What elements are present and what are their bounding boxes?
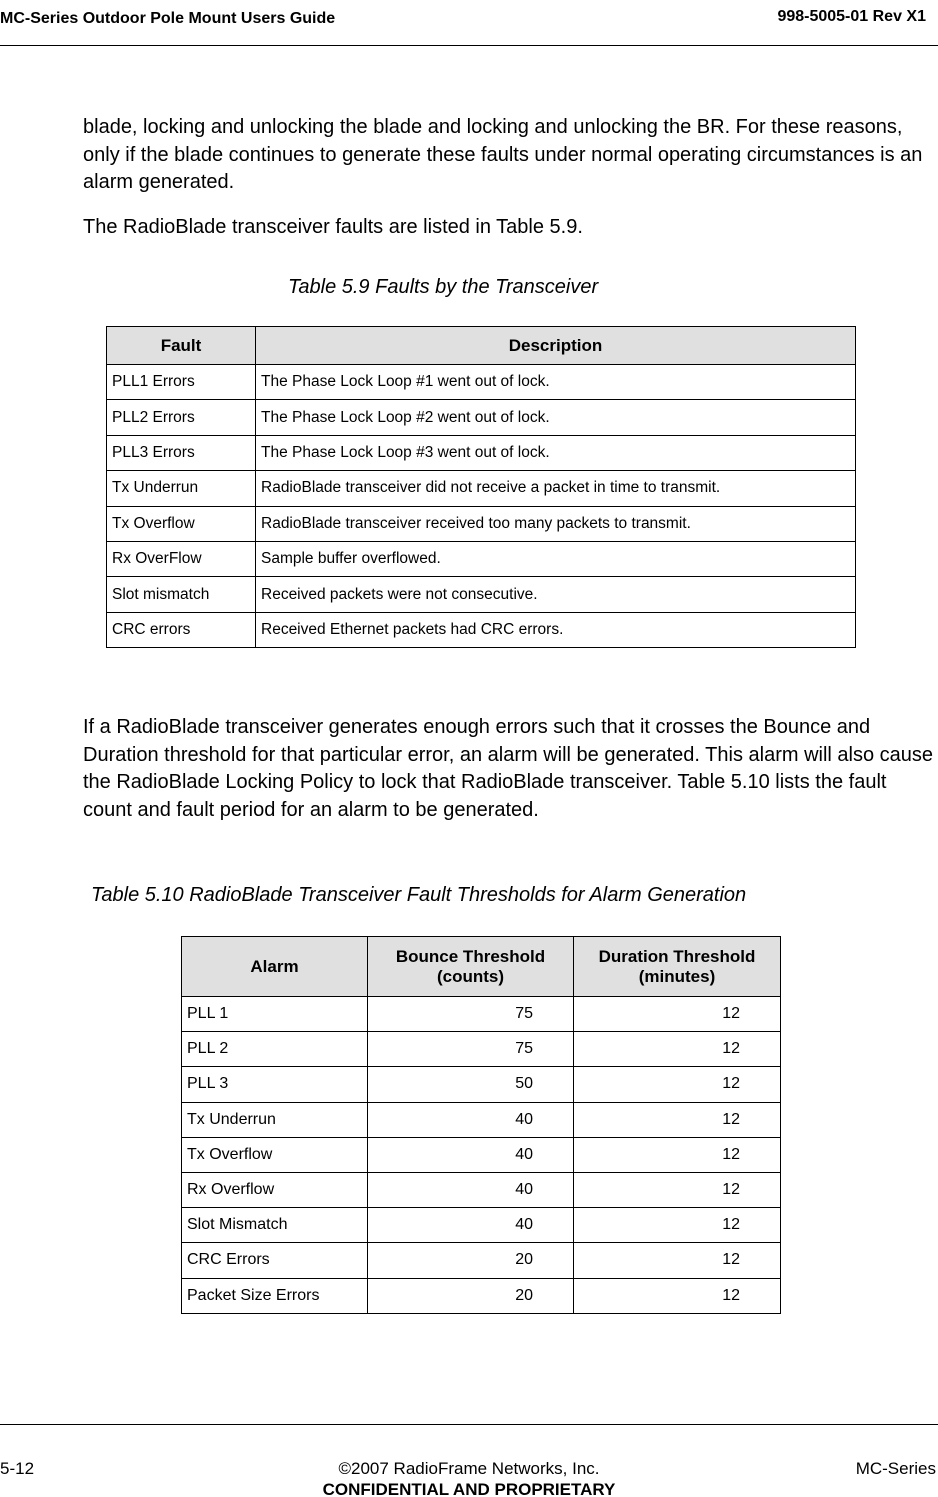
table-cell: Received packets were not consecutive. bbox=[256, 577, 856, 612]
table-row bbox=[107, 612, 856, 647]
table-cell: Slot Mismatch bbox=[182, 1208, 368, 1243]
table-cell: Sample buffer overflowed. bbox=[256, 541, 856, 576]
table-cell: 12 bbox=[574, 997, 781, 1032]
table-cell: RadioBlade transceiver received too many packets to transmit. bbox=[256, 506, 856, 541]
footer-rule bbox=[0, 1424, 938, 1425]
faults-table bbox=[106, 326, 856, 648]
table-cell: The Phase Lock Loop #3 went out of lock. bbox=[256, 435, 856, 470]
table-row bbox=[182, 1278, 781, 1313]
table-row bbox=[107, 435, 856, 470]
table-cell: 75 bbox=[368, 1032, 574, 1067]
column-header: Description bbox=[256, 327, 856, 365]
table-caption: Table 5.10 RadioBlade Transceiver Fault Thresholds for Alarm Generation bbox=[91, 884, 747, 906]
table-cell: 20 bbox=[368, 1243, 574, 1278]
footer-confidential: CONFIDENTIAL AND PROPRIETARY bbox=[322, 1480, 616, 1497]
table-cell: 12 bbox=[574, 1172, 781, 1207]
column-header: Bounce Threshold (counts) bbox=[368, 937, 574, 997]
footer-page-number: 5-12 bbox=[0, 1459, 35, 1478]
table-cell: Slot mismatch bbox=[107, 577, 256, 612]
table-cell: 12 bbox=[574, 1067, 781, 1102]
table-cell: RadioBlade transceiver did not receive a packet in time to transmit. bbox=[256, 471, 856, 506]
footer-copyright: ©2007 RadioFrame Networks, Inc. bbox=[338, 1459, 600, 1478]
table-row bbox=[182, 997, 781, 1032]
table-cell: Tx Overflow bbox=[107, 506, 256, 541]
table-cell: 20 bbox=[368, 1278, 574, 1313]
table-row bbox=[107, 577, 856, 612]
header-doc-id: 998-5005-01 Rev X1 bbox=[777, 8, 926, 25]
header-title: MC-Series Outdoor Pole Mount Users Guide bbox=[0, 10, 336, 27]
table-cell: 12 bbox=[574, 1278, 781, 1313]
table-row bbox=[107, 541, 856, 576]
table-cell: Rx OverFlow bbox=[107, 541, 256, 576]
table-row bbox=[107, 365, 856, 400]
table-row bbox=[182, 1208, 781, 1243]
table-row bbox=[182, 1243, 781, 1278]
table-row bbox=[182, 1172, 781, 1207]
table-cell: PLL 3 bbox=[182, 1067, 368, 1102]
table-row bbox=[107, 400, 856, 435]
table-cell: 12 bbox=[574, 1032, 781, 1067]
table-cell: 12 bbox=[574, 1137, 781, 1172]
table-cell: PLL1 Errors bbox=[107, 365, 256, 400]
table-cell: PLL3 Errors bbox=[107, 435, 256, 470]
paragraph: If a RadioBlade transceiver generates enough errors such that it crosses the Bounce and Duration threshold for that particular error, an alarm will be generated. This alarm will also cause the RadioBlade Locking Policy to lock that RadioBlade transceiver. Table 5.10 lists the fault count and fault period for an alarm to be generated. bbox=[83, 716, 934, 821]
column-header: Alarm bbox=[182, 937, 368, 997]
table-row bbox=[182, 1032, 781, 1067]
table-cell: 40 bbox=[368, 1172, 574, 1207]
table-cell: Tx Overflow bbox=[182, 1137, 368, 1172]
column-header: Fault bbox=[107, 327, 256, 365]
table-row bbox=[182, 1067, 781, 1102]
table-cell: Received Ethernet packets had CRC errors. bbox=[256, 612, 856, 647]
paragraph: The RadioBlade transceiver faults are listed in Table 5.9. bbox=[83, 216, 583, 238]
table-cell: 12 bbox=[574, 1243, 781, 1278]
table-cell: 40 bbox=[368, 1208, 574, 1243]
table-cell: The Phase Lock Loop #2 went out of lock. bbox=[256, 400, 856, 435]
table-row bbox=[182, 1102, 781, 1137]
table-cell: 50 bbox=[368, 1067, 574, 1102]
paragraph: blade, locking and unlocking the blade and locking and unlocking the BR. For these reasons, only if the blade continues to generate these faults under normal operating circumstances is an alarm generated. bbox=[83, 116, 923, 193]
column-header: Duration Threshold (minutes) bbox=[574, 937, 781, 997]
table-cell: Tx Underrun bbox=[107, 471, 256, 506]
table-row bbox=[107, 506, 856, 541]
table-cell: 12 bbox=[574, 1208, 781, 1243]
table-cell: Tx Underrun bbox=[182, 1102, 368, 1137]
header-rule bbox=[0, 45, 938, 46]
table-cell: PLL2 Errors bbox=[107, 400, 256, 435]
footer-series: MC-Series bbox=[855, 1459, 936, 1478]
table-cell: CRC errors bbox=[107, 612, 256, 647]
table-cell: CRC Errors bbox=[182, 1243, 368, 1278]
table-cell: 75 bbox=[368, 997, 574, 1032]
table-caption: Table 5.9 Faults by the Transceiver bbox=[288, 276, 599, 298]
thresholds-table bbox=[181, 936, 781, 1314]
table-cell: 40 bbox=[368, 1137, 574, 1172]
table-cell: Rx Overflow bbox=[182, 1172, 368, 1207]
table-cell: 40 bbox=[368, 1102, 574, 1137]
table-cell: The Phase Lock Loop #1 went out of lock. bbox=[256, 365, 856, 400]
table-cell: Packet Size Errors bbox=[182, 1278, 368, 1313]
table-cell: 12 bbox=[574, 1102, 781, 1137]
table-cell: PLL 1 bbox=[182, 997, 368, 1032]
table-row bbox=[107, 471, 856, 506]
table-row bbox=[182, 1137, 781, 1172]
table-cell: PLL 2 bbox=[182, 1032, 368, 1067]
